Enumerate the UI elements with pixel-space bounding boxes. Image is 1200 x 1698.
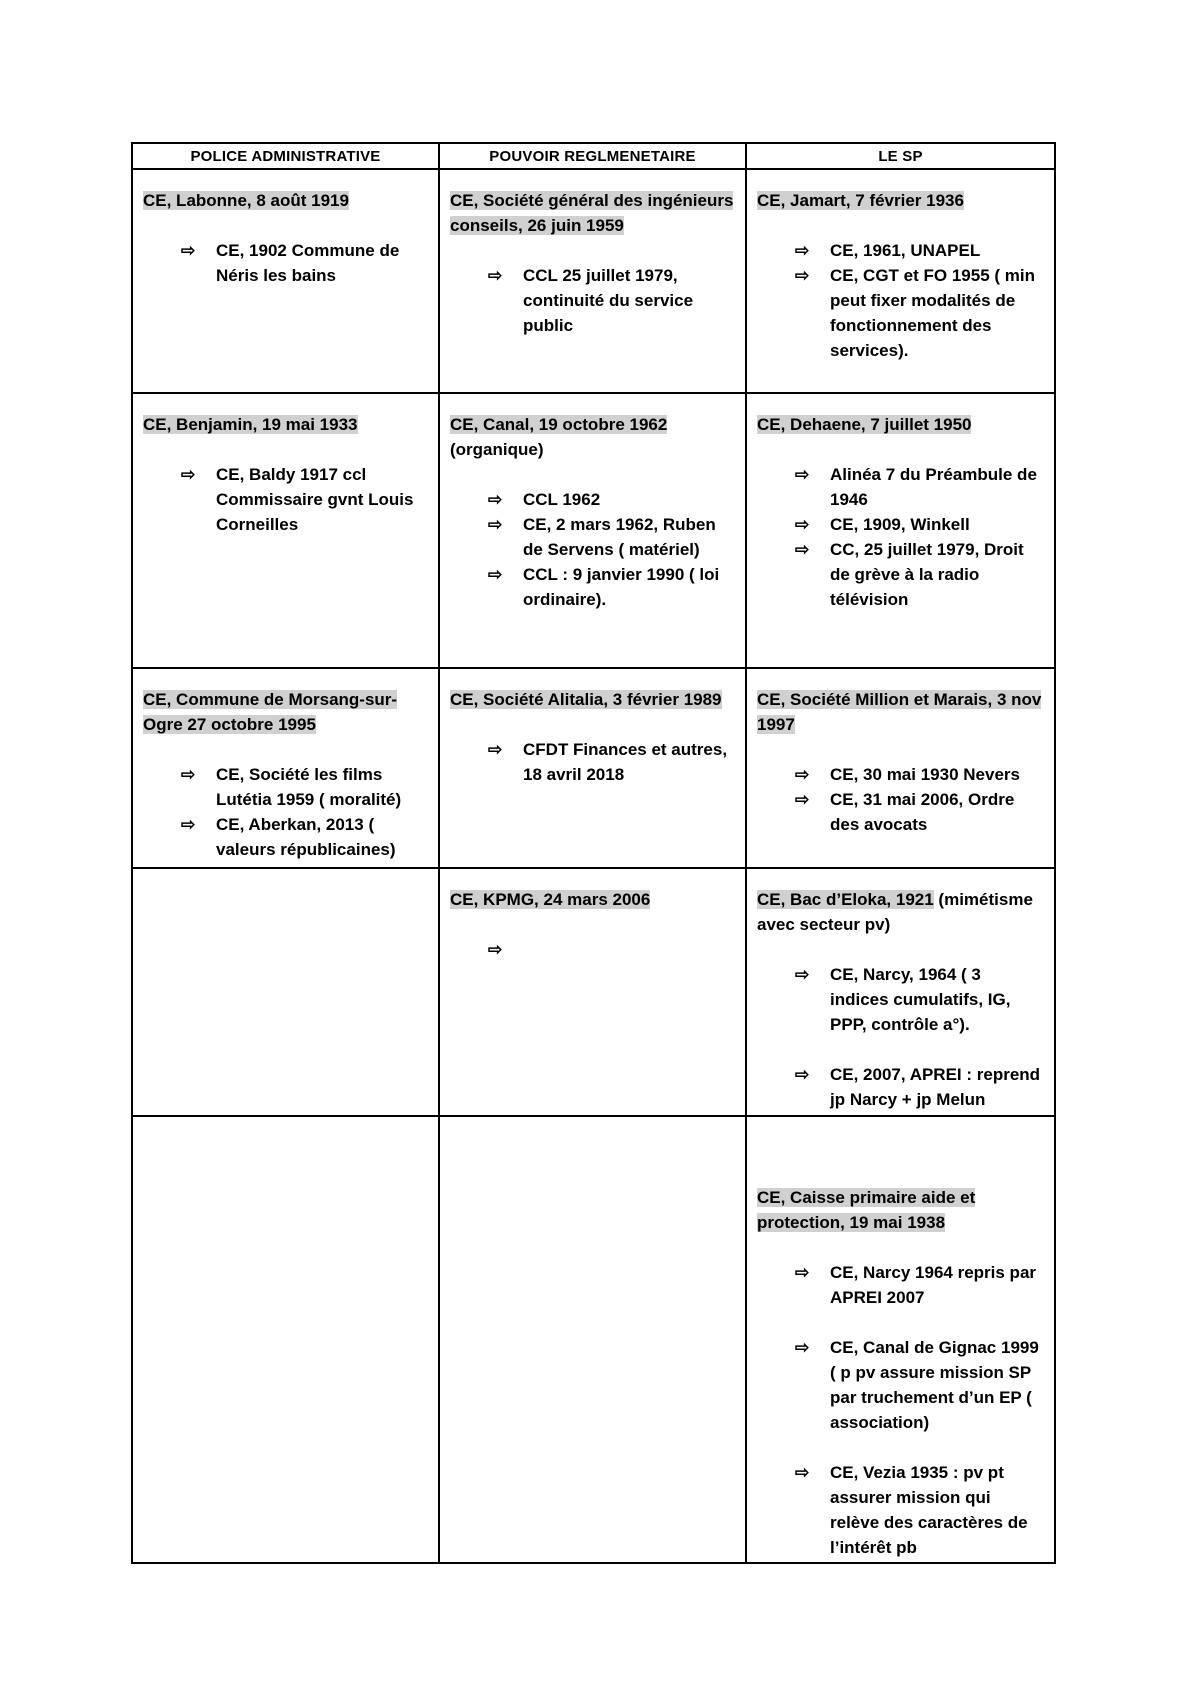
sub-list: [143, 462, 428, 537]
cell-pouvoir: [439, 169, 746, 393]
cell-pouvoir: [439, 393, 746, 668]
sub-list: [757, 962, 1044, 1112]
right-arrow-icon: ⇨: [181, 241, 196, 260]
case-title: CE, Société Million et Marais, 3 nov 1997: [757, 690, 1042, 734]
right-arrow-icon: ⇨: [795, 266, 810, 285]
list-item: ⇨ CCL 25 juillet 1979, continuité du service public: [450, 263, 735, 338]
sub-list: [757, 762, 1044, 837]
table-row: [132, 1116, 1055, 1563]
case-title: CE, KPMG, 24 mars 2006: [450, 890, 651, 909]
sub-list: [757, 1260, 1044, 1560]
case-title: CE, Canal, 19 octobre 1962: [450, 415, 668, 434]
sub-list: [143, 762, 428, 862]
right-arrow-icon: ⇨: [795, 465, 810, 484]
sub-list: [450, 737, 735, 787]
cell-pouvoir: [439, 668, 746, 868]
table-row: [132, 169, 1055, 393]
case-title: CE, Société Alitalia, 3 février 1989: [450, 690, 722, 709]
sub-list: [450, 263, 735, 338]
right-arrow-icon: ⇨: [795, 790, 810, 809]
cell-police: [132, 668, 439, 868]
right-arrow-icon: ⇨: [795, 1263, 810, 1282]
right-arrow-icon: ⇨: [181, 815, 196, 834]
case-title: CE, Jamart, 7 février 1936: [757, 191, 964, 210]
list-item: ⇨ CE, CGT et FO 1955 ( min peut fixer modalités de fonctionnement des services).: [757, 263, 1044, 363]
right-arrow-icon: ⇨: [795, 1463, 810, 1482]
list-item: ⇨ CE, Narcy 1964 repris par APREI 2007: [757, 1260, 1044, 1310]
case-title: CE, Dehaene, 7 juillet 1950: [757, 415, 972, 434]
list-item: ⇨ CE, 1961, UNAPEL: [757, 238, 1044, 263]
jurisprudence-table: [131, 142, 1056, 1564]
right-arrow-icon: ⇨: [795, 540, 810, 559]
cell-lesp: [746, 1116, 1055, 1563]
cell-police-empty: [132, 868, 439, 1116]
column-header-police: POLICE ADMINISTRATIVE: [132, 143, 439, 169]
list-item: ⇨ CC, 25 juillet 1979, Droit de grève à la radio télévision: [757, 537, 1044, 612]
right-arrow-icon: ⇨: [795, 765, 810, 784]
right-arrow-icon: ⇨: [488, 940, 503, 959]
right-arrow-icon: ⇨: [488, 565, 503, 584]
case-title: CE, Labonne, 8 août 1919: [143, 191, 349, 210]
list-item: ⇨ CE, 1909, Winkell: [757, 512, 1044, 537]
cell-police: [132, 393, 439, 668]
column-header-pouvoir: POUVOIR REGLMENETAIRE: [439, 143, 746, 169]
case-title: CE, Commune de Morsang-sur-Ogre 27 octobre 1995: [143, 690, 398, 734]
case-note: (mimétisme avec secteur pv): [757, 890, 1033, 934]
sub-list: [757, 462, 1044, 612]
list-item: ⇨ CE, Société les films Lutétia 1959 ( moralité): [143, 762, 428, 812]
sub-list: [757, 238, 1044, 363]
right-arrow-icon: ⇨: [795, 241, 810, 260]
list-item: ⇨ CE, 2 mars 1962, Ruben de Servens ( matériel): [450, 512, 735, 562]
cell-police: [132, 169, 439, 393]
table-row: [132, 668, 1055, 868]
case-title: CE, Bac d’Eloka, 1921: [757, 890, 934, 909]
table-row: [132, 393, 1055, 668]
right-arrow-icon: ⇨: [795, 1065, 810, 1084]
sub-list: [450, 487, 735, 612]
right-arrow-icon: ⇨: [488, 490, 503, 509]
list-item: ⇨ CE, 31 mai 2006, Ordre des avocats: [757, 787, 1044, 837]
right-arrow-icon: ⇨: [181, 765, 196, 784]
list-item: ⇨ CE, 2007, APREI : reprend jp Narcy + jp Melun: [757, 1062, 1044, 1112]
column-header-lesp: LE SP: [746, 143, 1055, 169]
list-item: ⇨ CE, Aberkan, 2013 ( valeurs républicaines): [143, 812, 428, 862]
right-arrow-icon: ⇨: [795, 965, 810, 984]
cell-pouvoir: [439, 868, 746, 1116]
right-arrow-icon: ⇨: [795, 515, 810, 534]
cell-lesp: [746, 169, 1055, 393]
list-item: ⇨ CFDT Finances et autres, 18 avril 2018: [450, 737, 735, 787]
cell-lesp: [746, 868, 1055, 1116]
cell-pouvoir-empty: [439, 1116, 746, 1563]
right-arrow-icon: ⇨: [488, 740, 503, 759]
table-row: [132, 868, 1055, 1116]
cell-lesp: [746, 668, 1055, 868]
list-item: ⇨ CE, Canal de Gignac 1999 ( p pv assure mission SP par truchement d’un EP ( association): [757, 1335, 1044, 1435]
right-arrow-icon: ⇨: [181, 465, 196, 484]
case-title: CE, Benjamin, 19 mai 1933: [143, 415, 358, 434]
case-title: CE, Caisse primaire aide et protection, 19 mai 1938: [757, 1188, 976, 1232]
sub-list: [143, 238, 428, 288]
list-item: ⇨ CE, 30 mai 1930 Nevers: [757, 762, 1044, 787]
list-item: ⇨ CCL 1962: [450, 487, 735, 512]
cell-police-empty: [132, 1116, 439, 1563]
case-title: CE, Société général des ingénieurs conseils, 26 juin 1959: [450, 191, 734, 235]
list-item: ⇨ CCL : 9 janvier 1990 ( loi ordinaire).: [450, 562, 735, 612]
list-item: ⇨ CE, Baldy 1917 ccl Commissaire gvnt Louis Corneilles: [143, 462, 428, 537]
list-item: ⇨ CE, Vezia 1935 : pv pt assurer mission qui relève des caractères de l’intérêt pb: [757, 1460, 1044, 1560]
case-note: (organique): [450, 440, 544, 459]
list-item: ⇨ CE, 1902 Commune de Néris les bains: [143, 238, 428, 288]
table-header-row: [132, 143, 1055, 169]
cell-lesp: [746, 393, 1055, 668]
right-arrow-icon: ⇨: [488, 266, 503, 285]
right-arrow-icon: ⇨: [795, 1338, 810, 1357]
list-item: ⇨ Alinéa 7 du Préambule de 1946: [757, 462, 1044, 512]
list-item: ⇨ CE, Narcy, 1964 ( 3 indices cumulatifs, IG, PPP, contrôle a°).: [757, 962, 1044, 1037]
right-arrow-icon: ⇨: [488, 515, 503, 534]
